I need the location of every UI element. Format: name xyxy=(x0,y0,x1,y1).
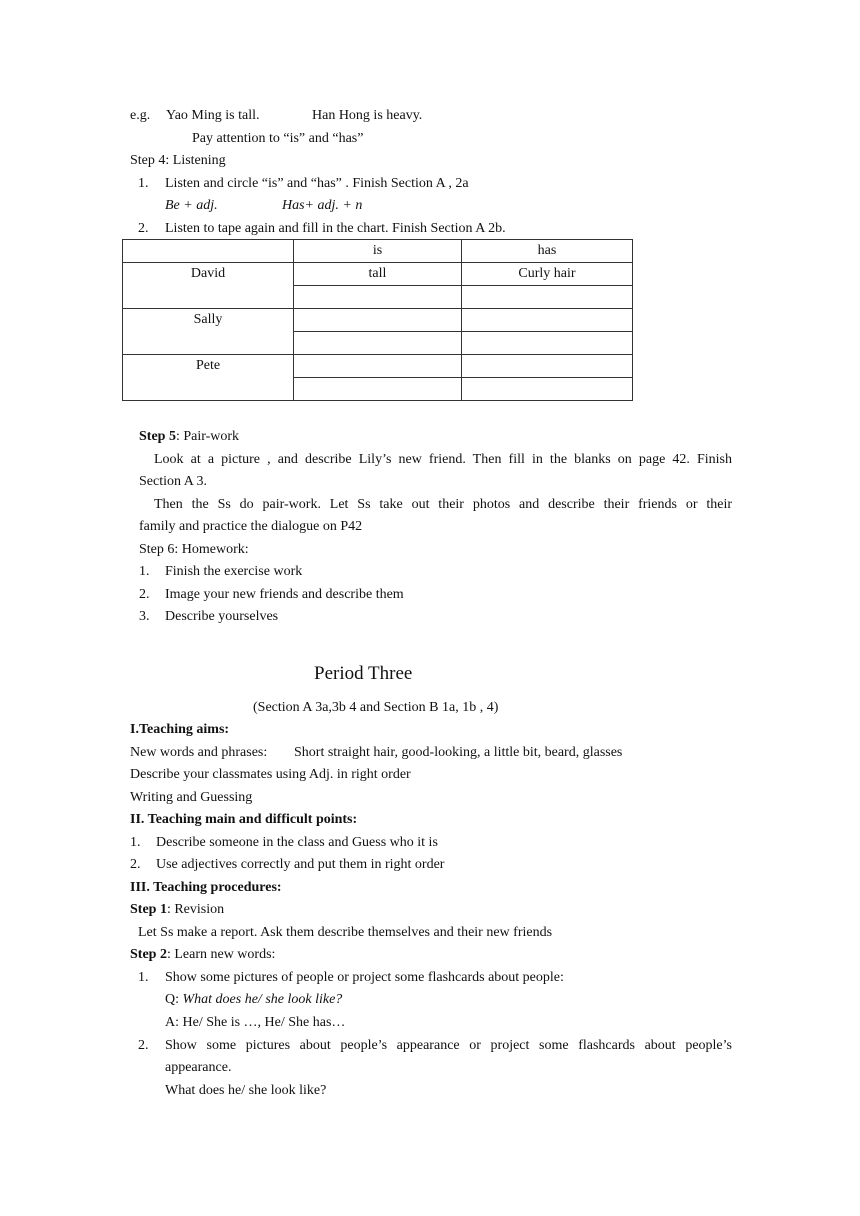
point-item-1: Describe someone in the class and Guess who it is xyxy=(156,835,438,850)
new-words-list: Short straight hair, good-looking, a little bit, beard, glasses xyxy=(294,745,623,760)
step5-title: : Pair-work xyxy=(175,429,240,444)
table-cell xyxy=(462,378,633,401)
period-title: Period Three xyxy=(314,663,413,684)
list-number: 1. xyxy=(130,835,141,850)
question-text: What does he/ she look like? xyxy=(182,992,343,1007)
example-line xyxy=(130,107,423,125)
answer-line: A: He/ She is …, He/ She has… xyxy=(165,1015,346,1030)
example-yao-ming: Yao Ming is tall. xyxy=(166,108,260,123)
table-cell xyxy=(294,309,462,332)
list-item xyxy=(130,834,438,852)
table-cell xyxy=(462,309,633,332)
step2-heading xyxy=(130,946,275,964)
table-cell xyxy=(294,332,462,355)
has-adj-formula: Has+ adj. + n xyxy=(282,198,363,213)
homework-item-3: Describe yourselves xyxy=(165,609,279,624)
step5-label: Step 5 xyxy=(139,429,176,444)
list-number: 1. xyxy=(138,970,149,985)
list-number: 2. xyxy=(139,587,150,602)
procedures-heading-text: III. Teaching procedures: xyxy=(130,880,282,895)
table-row xyxy=(123,355,633,378)
table-cell: Curly hair xyxy=(462,263,633,286)
period-sections: (Section A 3a,3b 4 and Section B 1a, 1b , 4) xyxy=(253,700,499,715)
list-number: 2. xyxy=(138,221,149,236)
step2-title: : Learn new words: xyxy=(166,947,276,962)
step1-label: Step 1 xyxy=(130,902,167,917)
eg-prefix: e.g. xyxy=(130,108,151,123)
step1-title: : Revision xyxy=(166,902,225,917)
step2-label: Step 2 xyxy=(130,947,167,962)
question-line xyxy=(165,991,342,1009)
list-item xyxy=(139,586,404,604)
aims-line-1 xyxy=(130,744,623,762)
point-item-2: Use adjectives correctly and put them in right order xyxy=(156,857,445,872)
table-row xyxy=(123,263,633,286)
table-cell xyxy=(462,332,633,355)
step5-paragraph-1: Look at a picture , and describe Lily’s new friend. Then fill in the blanks on page 42. Finish xyxy=(154,452,732,467)
row-name-pete: Pete xyxy=(123,355,294,401)
step2-item-1: Show some pictures of people or project some flashcards about people: xyxy=(165,970,564,985)
list-number-2: 2. xyxy=(138,1038,149,1053)
column-header-is: is xyxy=(294,240,462,263)
homework-item-1: Finish the exercise work xyxy=(165,564,303,579)
list-number: 1. xyxy=(138,176,149,191)
step5-paragraph-2-end: family and practice the dialogue on P42 xyxy=(139,519,363,534)
aims-line-3: Writing and Guessing xyxy=(130,790,253,805)
step4-item-2-text: Listen to tape again and fill in the chart. Finish Section A 2b. xyxy=(165,221,506,236)
step1-heading xyxy=(130,901,224,919)
list-item xyxy=(130,856,445,874)
be-adj-formula: Be + adj. xyxy=(165,198,218,213)
list-item xyxy=(139,563,303,581)
table-cell xyxy=(462,286,633,309)
new-words-label: New words and phrases: xyxy=(130,745,268,760)
step5-paragraph-1-end: Section A 3. xyxy=(139,474,208,489)
list-number: 1. xyxy=(139,564,150,579)
example-han-hong: Han Hong is heavy. xyxy=(312,108,423,123)
step6-heading: Step 6: Homework: xyxy=(139,542,249,557)
step4-item-1-text: Listen and circle “is” and “has” . Finish Section A , 2a xyxy=(165,176,469,191)
aims-line-2: Describe your classmates using Adj. in right order xyxy=(130,767,411,782)
step5-heading xyxy=(139,428,239,446)
step4-item-2 xyxy=(138,220,506,238)
listening-chart xyxy=(122,239,633,401)
table-cell xyxy=(294,286,462,309)
list-number: 3. xyxy=(139,609,150,624)
pay-attention-note: Pay attention to “is” and “has” xyxy=(192,131,364,146)
row-name-david: David xyxy=(123,263,294,309)
table-cell xyxy=(294,378,462,401)
table-row xyxy=(123,309,633,332)
question-label: Q: xyxy=(165,992,183,1007)
table-cell: tall xyxy=(294,263,462,286)
step4-item-1 xyxy=(138,175,469,193)
table-row xyxy=(123,240,633,263)
points-heading-text: II. Teaching main and difficult points: xyxy=(130,812,358,827)
homework-item-2: Image your new friends and describe them xyxy=(165,587,404,602)
step2-item-2: Show some pictures about people’s appearance or project some flashcards about people’s xyxy=(165,1038,732,1053)
procedures-heading xyxy=(130,879,282,897)
points-heading xyxy=(130,811,357,829)
table-cell xyxy=(462,355,633,378)
row-name-sally: Sally xyxy=(123,309,294,355)
list-number: 2. xyxy=(130,857,141,872)
list-item xyxy=(139,608,279,626)
step4-heading: Step 4: Listening xyxy=(130,153,226,168)
aims-heading-text: I.Teaching aims: xyxy=(130,722,230,737)
list-item xyxy=(138,969,564,987)
step1-text: Let Ss make a report. Ask them describe themselves and their new friends xyxy=(138,925,553,940)
step2-item-2-end: appearance. xyxy=(165,1060,232,1075)
table-cell xyxy=(294,355,462,378)
step5-paragraph-2: Then the Ss do pair-work. Let Ss take out their photos and describe their friends or their xyxy=(154,497,732,512)
column-header-has: has xyxy=(462,240,633,263)
question-again: What does he/ she look like? xyxy=(165,1083,327,1098)
table-cell xyxy=(123,240,294,263)
aims-heading xyxy=(130,721,229,739)
